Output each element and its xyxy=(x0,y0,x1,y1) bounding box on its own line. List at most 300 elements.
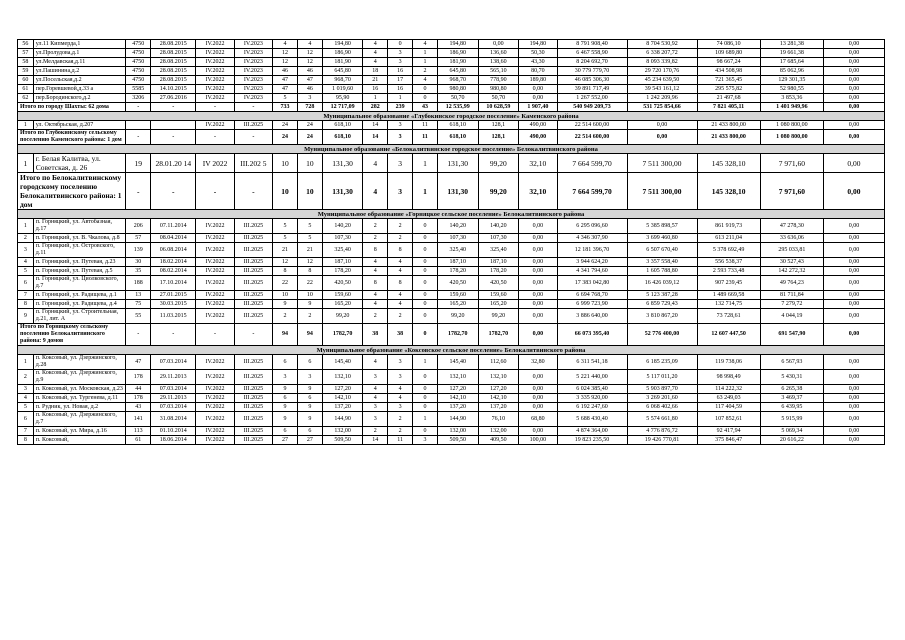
table-cell: 107,30 xyxy=(322,234,363,243)
table-cell: 47 xyxy=(297,76,322,85)
table-cell: 4 xyxy=(388,300,413,309)
table-cell: 8 704 530,92 xyxy=(627,40,697,49)
table-cell: 6 xyxy=(273,427,298,436)
table-cell: 0,00 xyxy=(823,243,884,258)
subtotal-cell: 131,30 xyxy=(437,173,478,210)
subtotal-cell: 733 xyxy=(273,103,298,112)
table-cell: 10 xyxy=(297,154,322,173)
table-cell: 509,50 xyxy=(322,436,363,445)
table-cell: 5 xyxy=(273,94,298,103)
table-cell: IV.2022 xyxy=(196,40,234,49)
table-cell: 19 661,38 xyxy=(760,49,823,58)
table-cell: 100,00 xyxy=(519,436,557,445)
table-row xyxy=(18,243,885,258)
table-cell: 420,50 xyxy=(322,276,363,291)
address-cell: п. Коксовый, ул. Мира, д.16 xyxy=(33,427,126,436)
table-cell: 0,00 xyxy=(519,427,557,436)
address-cell: п. Коксовый, xyxy=(33,436,126,445)
table-cell: 420,50 xyxy=(478,276,519,291)
table-cell: 1 489 669,58 xyxy=(697,291,760,300)
table-cell: 14.10.2015 xyxy=(151,85,196,94)
table-cell: III.2025 xyxy=(234,219,272,234)
table-cell: 29.11.2013 xyxy=(151,394,196,403)
table-cell: 0,00 xyxy=(823,403,884,412)
table-cell: 0,00 xyxy=(823,267,884,276)
table-cell: 6 068 402,66 xyxy=(627,403,697,412)
table-cell: 6 439,95 xyxy=(760,403,823,412)
table-cell: 178,20 xyxy=(478,267,519,276)
table-cell: 4 xyxy=(363,355,388,370)
table-cell: 1 xyxy=(388,94,413,103)
table-cell: 119 738,06 xyxy=(697,355,760,370)
table-cell: 4750 xyxy=(126,49,151,58)
address-cell: п. Горняцкий, ул. Строительная, д.21, лит. А xyxy=(33,309,126,324)
table-cell: IV.2023 xyxy=(234,94,272,103)
table-cell: 4 346 307,90 xyxy=(557,234,627,243)
table-cell: 0,00 xyxy=(823,291,884,300)
table-cell: 19 426 770,81 xyxy=(627,436,697,445)
table-cell: 0,00 xyxy=(823,85,884,94)
table-cell: 0,00 xyxy=(519,85,557,94)
table-cell: 4 xyxy=(273,40,298,49)
subtotal-cell: 10 xyxy=(297,173,322,210)
table-cell: 46 xyxy=(297,67,322,76)
table-cell: 5 430,31 xyxy=(760,370,823,385)
table-cell: 19 823 235,50 xyxy=(557,436,627,445)
table-cell: 1 267 552,00 xyxy=(557,94,627,103)
table-cell: 1 019,60 xyxy=(322,85,363,94)
table-cell: 99,20 xyxy=(478,309,519,324)
table-cell: 10 xyxy=(297,291,322,300)
table-cell: 2 xyxy=(363,309,388,324)
subtotal-cell: 22 514 600,00 xyxy=(557,130,627,145)
subtotal-label: Итого по городу Шахты: 62 дома xyxy=(18,103,126,112)
table-cell: 31.08.2014 xyxy=(151,412,196,427)
row-number: 1 xyxy=(18,121,34,130)
table-cell: 138,60 xyxy=(478,58,519,67)
table-cell: III.2025 xyxy=(234,121,272,130)
table-cell: 206 xyxy=(126,219,151,234)
table-cell: III.2025 xyxy=(234,385,272,394)
empty-cell: - xyxy=(126,130,151,145)
table-cell: 12 xyxy=(273,49,298,58)
table-cell: 0,00 xyxy=(823,67,884,76)
table-cell: 181,90 xyxy=(322,58,363,67)
table-cell: 613 211,04 xyxy=(697,234,760,243)
table-cell: 61 xyxy=(126,436,151,445)
table-cell: 2 xyxy=(363,219,388,234)
table-cell: 6 295 096,60 xyxy=(557,219,627,234)
table-cell: 8 xyxy=(273,267,298,276)
table-cell: 28.08.2015 xyxy=(151,76,196,85)
table-cell: IV.2022 xyxy=(196,234,234,243)
table-cell: 0,00 xyxy=(519,267,557,276)
table-cell: 145 328,10 xyxy=(697,154,760,173)
table-cell: 165,20 xyxy=(322,300,363,309)
table-cell: 9 xyxy=(273,403,298,412)
table-cell: 6 999 723,90 xyxy=(557,300,627,309)
row-number: 1 xyxy=(18,154,34,173)
address-cell: ул.Пролудова,д.1 xyxy=(33,49,126,58)
table-cell: 63 249,03 xyxy=(697,394,760,403)
table-cell: 50,30 xyxy=(519,49,557,58)
table-cell: 778,90 xyxy=(478,76,519,85)
table-cell: 0,00 xyxy=(823,436,884,445)
address-cell: п. Коксовый, ул. Тургенева, д.11 xyxy=(33,394,126,403)
table-cell: 4 xyxy=(363,40,388,49)
table-cell: 4 xyxy=(388,385,413,394)
subtotal-cell: 1 xyxy=(413,173,438,210)
table-cell: 6 567,93 xyxy=(760,355,823,370)
table-cell: 6 xyxy=(297,355,322,370)
subtotal-cell: 24 xyxy=(297,130,322,145)
subtotal-cell: 94 xyxy=(273,324,298,346)
table-cell: 99,20 xyxy=(322,309,363,324)
table-cell: 325,40 xyxy=(478,243,519,258)
row-number: 61 xyxy=(18,85,34,94)
table-cell: 907 239,45 xyxy=(697,276,760,291)
table-cell: 28.01.20 14 xyxy=(151,154,196,173)
table-cell: 5 xyxy=(273,219,298,234)
subtotal-cell: 1782,70 xyxy=(437,324,478,346)
table-cell: 0,00 xyxy=(519,276,557,291)
table-cell: 0 xyxy=(413,258,438,267)
subtotal-cell: 618,10 xyxy=(437,130,478,145)
table-cell: 178,20 xyxy=(437,267,478,276)
subtotal-row xyxy=(18,324,885,346)
table-cell: 16 xyxy=(363,85,388,94)
table-row xyxy=(18,427,885,436)
table-cell: IV.2022 xyxy=(196,267,234,276)
table-cell: III.2025 xyxy=(234,291,272,300)
subtotal-cell: 131,30 xyxy=(322,173,363,210)
subtotal-cell: 99,20 xyxy=(478,173,519,210)
table-cell: 22 514 600,00 xyxy=(557,121,627,130)
table-cell: 159,60 xyxy=(478,291,519,300)
table-cell: 0,00 xyxy=(823,355,884,370)
table-cell: 0,00 xyxy=(823,300,884,309)
table-cell: 6 xyxy=(273,355,298,370)
table-cell: 8 xyxy=(388,243,413,258)
row-number: 56 xyxy=(18,40,34,49)
table-row xyxy=(18,58,885,67)
table-cell: 0,00 xyxy=(823,121,884,130)
table-cell: 132,00 xyxy=(478,427,519,436)
table-cell: 0,00 xyxy=(823,385,884,394)
table-cell: 4 xyxy=(363,291,388,300)
row-number: 2 xyxy=(18,234,34,243)
table-row xyxy=(18,291,885,300)
table-cell: 28.08.2015 xyxy=(151,49,196,58)
table-cell: 137,20 xyxy=(322,403,363,412)
table-cell: 5 378 692,49 xyxy=(697,243,760,258)
table-cell: 645,80 xyxy=(322,67,363,76)
section-title: Муниципальное образование «Глубокинское городское поселение» Каменского района xyxy=(18,112,885,121)
table-cell: IV.2022 xyxy=(196,309,234,324)
table-cell: 4 xyxy=(297,40,322,49)
empty-cell: - xyxy=(151,130,196,145)
section-header-row xyxy=(18,346,885,355)
table-cell: 141 xyxy=(126,412,151,427)
table-cell: 10 xyxy=(273,154,298,173)
table-cell: 0,00 xyxy=(519,394,557,403)
empty-cell: - xyxy=(151,324,196,346)
table-cell: 0,00 xyxy=(519,300,557,309)
table-cell: 13 xyxy=(126,291,151,300)
table-cell: 2 xyxy=(363,427,388,436)
table-cell: 4 xyxy=(388,267,413,276)
table-cell: 1 xyxy=(413,49,438,58)
table-cell: 0,00 xyxy=(823,427,884,436)
table-cell: 142 272,32 xyxy=(760,267,823,276)
table-cell: 27.06.2016 xyxy=(151,94,196,103)
subtotal-cell: 32,10 xyxy=(519,173,557,210)
table-cell: 194,80 xyxy=(437,40,478,49)
table-cell: 3 xyxy=(388,121,413,130)
table-cell: IV.2023 xyxy=(234,85,272,94)
row-number: 8 xyxy=(18,300,34,309)
table-cell: 9 xyxy=(273,385,298,394)
table-cell: 2 xyxy=(363,234,388,243)
table-cell: IV.2022 xyxy=(196,291,234,300)
table-row xyxy=(18,85,885,94)
table-cell: III.202 5 xyxy=(234,154,272,173)
table-cell: 0,00 xyxy=(627,121,697,130)
row-number: 8 xyxy=(18,436,34,445)
table-row xyxy=(18,121,885,130)
empty-cell: - xyxy=(126,324,151,346)
table-cell: 178 xyxy=(126,370,151,385)
table-cell: 145,40 xyxy=(437,355,478,370)
address-cell: п. Коксовый, ул. Дзержинского, д.7 xyxy=(33,412,126,427)
table-cell: 6 024 385,40 xyxy=(557,385,627,394)
table-cell: 131,30 xyxy=(437,154,478,173)
table-cell: 22 xyxy=(297,276,322,291)
table-row xyxy=(18,370,885,385)
table-cell: 27 xyxy=(297,436,322,445)
table-cell: 0,00 xyxy=(823,412,884,427)
table-cell: 2 xyxy=(388,234,413,243)
table-cell: 0,00 xyxy=(823,94,884,103)
table-cell: IV.2022 xyxy=(196,49,234,58)
table-cell: 189,80 xyxy=(519,76,557,85)
table-cell: 0 xyxy=(413,300,438,309)
table-cell: 186,90 xyxy=(437,49,478,58)
table-cell: IV.2022 xyxy=(196,355,234,370)
table-cell: 187,10 xyxy=(322,258,363,267)
table-cell: 3 xyxy=(297,370,322,385)
table-cell: 5 xyxy=(297,234,322,243)
table-cell: 5 688 430,40 xyxy=(557,412,627,427)
table-cell: III.2025 xyxy=(234,258,272,267)
row-number: 62 xyxy=(18,94,34,103)
table-cell: 618,10 xyxy=(437,121,478,130)
table-cell: 0,00 xyxy=(823,258,884,267)
table-cell: 6 185 235,09 xyxy=(627,355,697,370)
table-cell: 0,00 xyxy=(823,370,884,385)
table-cell: 27.01.2015 xyxy=(151,291,196,300)
table-row xyxy=(18,67,885,76)
table-cell: 99,20 xyxy=(437,309,478,324)
subtotal-cell: 1782,70 xyxy=(478,324,519,346)
table-cell: III.2025 xyxy=(234,403,272,412)
table-cell: 29 720 170,76 xyxy=(627,67,697,76)
table-cell: 0 xyxy=(413,394,438,403)
table-cell: 45 234 639,50 xyxy=(627,76,697,85)
table-cell: 0 xyxy=(413,85,438,94)
table-cell: 1 242 209,96 xyxy=(627,94,697,103)
address-cell: п. Коксовый, ул. Московская, д.23 xyxy=(33,385,126,394)
table-cell: 113 xyxy=(126,427,151,436)
table-cell: 144,90 xyxy=(322,412,363,427)
subtotal-cell: 12 607 447,50 xyxy=(697,324,760,346)
table-cell: 21 433 800,00 xyxy=(697,121,760,130)
subtotal-cell: 0,00 xyxy=(823,103,884,112)
table-cell: III.2025 xyxy=(234,276,272,291)
table-cell: IV.2022 xyxy=(196,76,234,85)
table-cell: 509,50 xyxy=(437,436,478,445)
subtotal-cell: 10 628,59 xyxy=(478,103,519,112)
table-cell: III.2025 xyxy=(234,370,272,385)
table-cell: 3 xyxy=(388,49,413,58)
subtotal-cell: 1 080 800,00 xyxy=(760,130,823,145)
table-cell: 645,80 xyxy=(437,67,478,76)
table-cell: 28.08.2015 xyxy=(151,67,196,76)
subtotal-cell: 66 073 395,40 xyxy=(557,324,627,346)
table-row xyxy=(18,219,885,234)
table-cell: 3 357 558,40 xyxy=(627,258,697,267)
table-cell: 20 616,22 xyxy=(760,436,823,445)
empty-cell: - xyxy=(151,173,196,210)
table-cell: 187,10 xyxy=(437,258,478,267)
table-row xyxy=(18,76,885,85)
table-cell: 186,90 xyxy=(322,49,363,58)
empty-cell: - xyxy=(151,103,196,112)
subtotal-cell: 0,00 xyxy=(519,324,557,346)
table-cell: 1 xyxy=(363,94,388,103)
table-cell: 11 xyxy=(388,436,413,445)
table-cell: 0,00 xyxy=(519,258,557,267)
table-cell: 74 086,10 xyxy=(697,40,760,49)
table-cell: III.2025 xyxy=(234,309,272,324)
table-row xyxy=(18,412,885,427)
table-cell: 47 278,30 xyxy=(760,219,823,234)
address-cell: ул. Октябрьская, д.207 xyxy=(33,121,126,130)
row-number: 5 xyxy=(18,403,34,412)
table-cell: 142,10 xyxy=(322,394,363,403)
subtotal-cell: 282 xyxy=(363,103,388,112)
table-cell: 3 269 201,60 xyxy=(627,394,697,403)
table-cell: 28.08.2015 xyxy=(151,58,196,67)
table-cell: 159,60 xyxy=(322,291,363,300)
table-cell: 5 xyxy=(273,234,298,243)
address-cell: пер.Бородинского,д.2 xyxy=(33,94,126,103)
row-number: 6 xyxy=(18,412,34,427)
table-cell: 07.11.2014 xyxy=(151,219,196,234)
table-cell: 0,00 xyxy=(823,234,884,243)
table-cell: 136,60 xyxy=(478,49,519,58)
table-cell: 3 886 640,00 xyxy=(557,309,627,324)
table-cell: 18.06.2014 xyxy=(151,436,196,445)
table-cell: 81 711,84 xyxy=(760,291,823,300)
table-cell: 980,80 xyxy=(478,85,519,94)
table-row xyxy=(18,154,885,173)
table-cell: 165,20 xyxy=(437,300,478,309)
table-cell: 2 xyxy=(388,309,413,324)
table-cell: 28.08.2015 xyxy=(151,40,196,49)
table-cell: IV.2022 xyxy=(196,370,234,385)
table-cell: 07.03.2014 xyxy=(151,355,196,370)
table-cell: 3 699 460,80 xyxy=(627,234,697,243)
table-cell: 968,70 xyxy=(322,76,363,85)
table-cell: 5 385 898,57 xyxy=(627,219,697,234)
table-row xyxy=(18,94,885,103)
table-cell: 55 xyxy=(126,309,151,324)
table-cell: 6 265,38 xyxy=(760,385,823,394)
table-cell: 73 728,61 xyxy=(697,309,760,324)
table-cell: 194,80 xyxy=(519,40,557,49)
row-number: 7 xyxy=(18,291,34,300)
subtotal-cell: 12 535,99 xyxy=(437,103,478,112)
table-cell: 98 667,24 xyxy=(697,58,760,67)
subtotal-cell: 7 664 599,70 xyxy=(557,173,627,210)
table-cell: 08.02.2014 xyxy=(151,267,196,276)
table-cell: 30 779 779,70 xyxy=(557,67,627,76)
subtotal-cell: 14 xyxy=(363,130,388,145)
address-cell: ул.11 Кипмерда,1 xyxy=(33,40,126,49)
subtotal-cell: 24 xyxy=(273,130,298,145)
table-cell: 0 xyxy=(413,276,438,291)
table-cell: 1 xyxy=(413,154,438,173)
table-cell: 132,10 xyxy=(322,370,363,385)
table-cell: IV.2022 xyxy=(196,412,234,427)
row-number: 3 xyxy=(18,243,34,258)
table-cell: 132,10 xyxy=(478,370,519,385)
table-cell: 11.03.2015 xyxy=(151,309,196,324)
table-cell: 50,70 xyxy=(478,94,519,103)
table-cell: 9 xyxy=(273,412,298,427)
table-cell: 5 xyxy=(297,219,322,234)
table-cell: 145,40 xyxy=(322,355,363,370)
subtotal-row xyxy=(18,130,885,145)
table-row xyxy=(18,276,885,291)
table-cell: 3 xyxy=(388,403,413,412)
empty-cell: - xyxy=(234,173,272,210)
table-cell: 4 xyxy=(363,267,388,276)
table-cell: 47 xyxy=(126,355,151,370)
table-cell: III.2025 xyxy=(234,436,272,445)
subtotal-cell: 618,10 xyxy=(322,130,363,145)
table-cell: 140,20 xyxy=(478,219,519,234)
table-cell: 46 xyxy=(297,85,322,94)
table-cell: 194,80 xyxy=(322,40,363,49)
table-cell: 0 xyxy=(413,94,438,103)
table-cell: 861 919,73 xyxy=(697,219,760,234)
table-cell: 12 xyxy=(273,258,298,267)
table-cell: 3 xyxy=(388,355,413,370)
table-cell: IV.2022 xyxy=(196,243,234,258)
table-cell: 5 123 387,28 xyxy=(627,291,697,300)
table-cell: 1 xyxy=(413,58,438,67)
table-cell: 127,20 xyxy=(478,385,519,394)
table-cell: 181,90 xyxy=(437,58,478,67)
table-cell: 4 xyxy=(388,258,413,267)
table-cell: 7 664 599,70 xyxy=(557,154,627,173)
address-cell: п. Горняцкий, ул. Автобазная, д.17 xyxy=(33,219,126,234)
table-cell: 6 xyxy=(297,427,322,436)
table-cell: 57 xyxy=(126,234,151,243)
table-cell: 3 xyxy=(297,94,322,103)
